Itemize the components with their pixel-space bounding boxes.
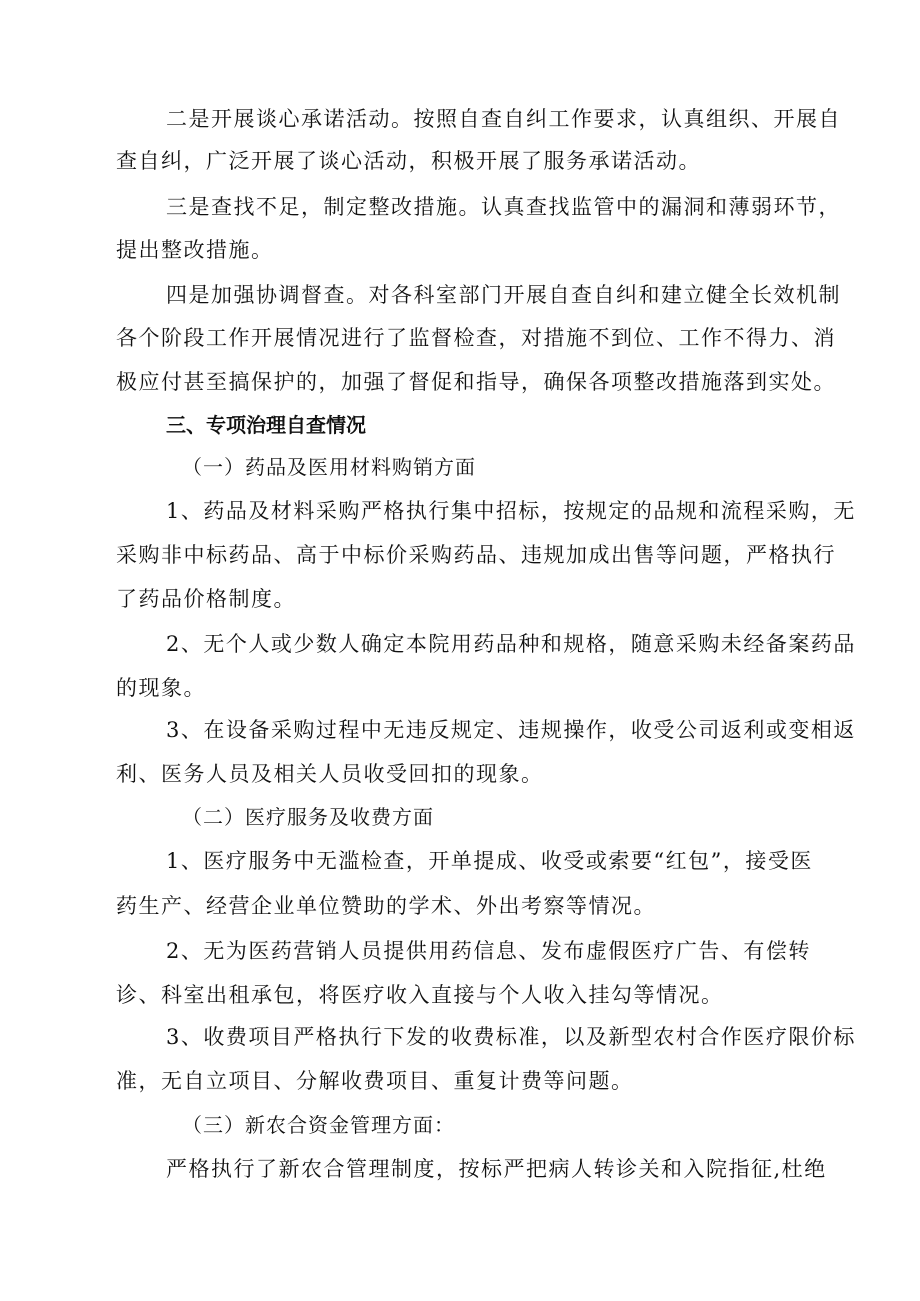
subsection-title: （二）医疗服务及收费方面	[182, 805, 434, 829]
paragraph-line: 三是查找不足，制定整改措施。认真查找监管中的漏洞和薄弱环节，	[166, 195, 841, 219]
list-item-line: 准，无自立项目、分解收费项目、重复计费等问题。	[116, 1069, 634, 1093]
list-item-line: 诊、科室出租承包，将医疗收入直接与个人收入挂勾等情况。	[116, 983, 724, 1007]
list-item-line: 采购非中标药品、高于中标价采购药品、违规加成出售等问题，严格执行	[116, 543, 836, 567]
list-item-line: 2、无为医药营销人员提供用药信息、发布虚假医疗广告、有偿转	[166, 939, 811, 963]
list-item-line: 3、在设备采购过程中无违反规定、违规操作，收受公司返利或变相返	[166, 718, 856, 742]
paragraph-line: 四是加强协调督查。对各科室部门开展自查自纠和建立健全长效机制	[166, 283, 841, 307]
list-item-line: 利、医务人员及相关人员收受回扣的现象。	[116, 762, 544, 786]
section-heading: 三、专项治理自查情况	[166, 413, 366, 437]
list-item-line: 的现象。	[116, 676, 206, 700]
list-item-line: 1、药品及材料采购严格执行集中招标，按规定的品规和流程采购，无	[166, 499, 856, 523]
paragraph-line: 极应付甚至搞保护的，加强了督促和指导，确保各项整改措施落到实处。	[116, 370, 836, 394]
list-item-line: 了药品价格制度。	[116, 587, 296, 611]
list-item-line: 1、医疗服务中无滥检查，开单提成、收受或索要“红包”，接受医	[166, 849, 813, 873]
paragraph-line: 二是开展谈心承诺活动。按照自查自纠工作要求，认真组织、开展自	[166, 107, 841, 131]
subsection-title: （一）药品及医用材料购销方面	[182, 455, 476, 479]
list-item-line: 2、无个人或少数人确定本院用药品种和规格，随意采购未经备案药品	[166, 632, 856, 656]
paragraph-line: 查自纠，广泛开展了谈心活动，积极开展了服务承诺活动。	[116, 149, 701, 173]
paragraph-line: 严格执行了新农合管理制度，按标严把病人转诊关和入院指征,杜绝	[166, 1157, 827, 1181]
paragraph-line: 提出整改措施。	[116, 238, 274, 262]
list-item-line: 药生产、经营企业单位赞助的学术、外出考察等情况。	[116, 894, 656, 918]
subsection-title: （三）新农合资金管理方面：	[182, 1113, 455, 1137]
paragraph-line: 各个阶段工作开展情况进行了监督检查，对措施不到位、工作不得力、消	[116, 326, 836, 350]
list-item-line: 3、收费项目严格执行下发的收费标准，以及新型农村合作医疗限价标	[166, 1025, 856, 1049]
